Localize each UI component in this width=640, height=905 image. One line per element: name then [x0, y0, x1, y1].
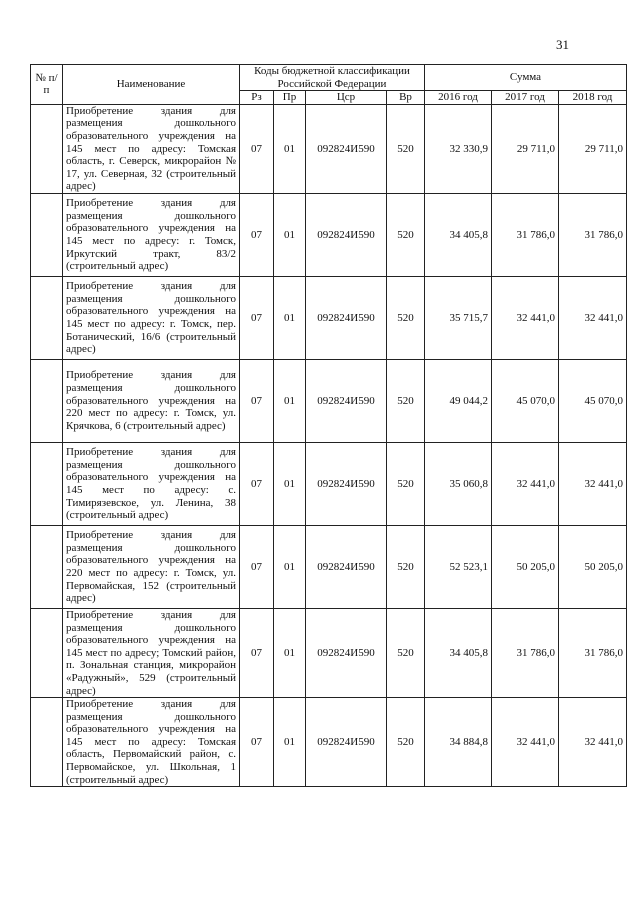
table-row [31, 193, 627, 276]
row-csr: 092824И590 [306, 525, 387, 608]
header-2016: 2016 год [425, 91, 492, 105]
header-num: № п/п [31, 65, 63, 105]
header-sum: Сумма [425, 65, 627, 91]
row-vr: 520 [387, 104, 425, 193]
row-2018: 45 070,0 [559, 359, 627, 442]
row-num [31, 525, 63, 608]
row-num [31, 698, 63, 787]
row-pr: 01 [274, 276, 306, 359]
table-row [31, 608, 627, 697]
table-row [31, 442, 627, 525]
row-name: Приобретение здания для размещения дошкольного образовательного учреждения на 145 мест по адресу; Томский район, п. Зональная станция, микрорайон «Радужный», 529 (строительный адрес) [63, 608, 240, 697]
row-num [31, 276, 63, 359]
row-name: Приобретение здания для размещения дошкольного образовательного учреждения на 220 мест по адресу: г. Томск, ул. Крячкова, 6 (строительный адрес) [63, 359, 240, 442]
row-csr: 092824И590 [306, 698, 387, 787]
header-csr: Цср [306, 91, 387, 105]
page-number: 31 [556, 37, 569, 52]
row-num [31, 359, 63, 442]
row-2017: 32 441,0 [492, 698, 559, 787]
row-rz: 07 [240, 359, 274, 442]
row-2018: 32 441,0 [559, 276, 627, 359]
row-name: Приобретение здания для размещения дошкольного образовательного учреждения на 145 мест по адресу: г. Томск, пер. Ботанический, 16/6 (строительный адрес) [63, 276, 240, 359]
row-num [31, 608, 63, 697]
row-2017: 32 441,0 [492, 276, 559, 359]
row-rz: 07 [240, 104, 274, 193]
row-2017: 31 786,0 [492, 193, 559, 276]
table-row [31, 525, 627, 608]
row-name: Приобретение здания для размещения дошкольного образовательного учреждения на 145 мест по адресу: г. Томск, Иркутский тракт, 83/2 (строительный адрес) [63, 193, 240, 276]
table-header [31, 65, 627, 105]
row-2018: 32 441,0 [559, 698, 627, 787]
row-pr: 01 [274, 193, 306, 276]
row-vr: 520 [387, 193, 425, 276]
row-pr: 01 [274, 608, 306, 697]
table-row [31, 359, 627, 442]
row-vr: 520 [387, 608, 425, 697]
row-2017: 29 711,0 [492, 104, 559, 193]
row-2018: 29 711,0 [559, 104, 627, 193]
row-csr: 092824И590 [306, 276, 387, 359]
row-vr: 520 [387, 359, 425, 442]
row-2018: 31 786,0 [559, 193, 627, 276]
row-2016: 52 523,1 [425, 525, 492, 608]
row-csr: 092824И590 [306, 442, 387, 525]
row-csr: 092824И590 [306, 104, 387, 193]
header-pr: Пр [274, 91, 306, 105]
header-vr: Вр [387, 91, 425, 105]
row-rz: 07 [240, 193, 274, 276]
row-2016: 32 330,9 [425, 104, 492, 193]
table-body [31, 104, 627, 786]
table-row [31, 276, 627, 359]
row-rz: 07 [240, 442, 274, 525]
row-vr: 520 [387, 276, 425, 359]
row-2017: 50 205,0 [492, 525, 559, 608]
row-rz: 07 [240, 608, 274, 697]
row-rz: 07 [240, 698, 274, 787]
header-2018: 2018 год [559, 91, 627, 105]
row-vr: 520 [387, 525, 425, 608]
table-row [31, 698, 627, 787]
row-2016: 49 044,2 [425, 359, 492, 442]
row-2018: 32 441,0 [559, 442, 627, 525]
row-name: Приобретение здания для размещения дошкольного образовательного учреждения на 145 мест по адресу: с. Тимирязевское, ул. Ленина, 38 (строительный адрес) [63, 442, 240, 525]
header-codes: Коды бюджетной классификации Российской Федерации [240, 65, 425, 91]
row-csr: 092824И590 [306, 608, 387, 697]
row-rz: 07 [240, 276, 274, 359]
row-name: Приобретение здания для размещения дошкольного образовательного учреждения на 220 мест по адресу: г. Томск, ул. Первомайская, 152 (строительный адрес) [63, 525, 240, 608]
row-num [31, 193, 63, 276]
row-pr: 01 [274, 525, 306, 608]
row-2018: 50 205,0 [559, 525, 627, 608]
row-csr: 092824И590 [306, 193, 387, 276]
row-name: Приобретение здания для размещения дошкольного образовательного учреждения на 145 мест по адресу: Томская область, Первомайский район, с. Первомайское, ул. Школьная, 1 (строительный адрес) [63, 698, 240, 787]
row-2018: 31 786,0 [559, 608, 627, 697]
row-num [31, 442, 63, 525]
row-2017: 32 441,0 [492, 442, 559, 525]
row-name: Приобретение здания для размещения дошкольного образовательного учреждения на 145 мест по адресу: Томская область, г. Северск, микрорайон № 17, ул. Северная, 32 (строительный адрес) [63, 104, 240, 193]
budget-table [30, 64, 627, 787]
row-2016: 34 405,8 [425, 608, 492, 697]
row-num [31, 104, 63, 193]
row-pr: 01 [274, 104, 306, 193]
row-2016: 35 715,7 [425, 276, 492, 359]
row-2017: 45 070,0 [492, 359, 559, 442]
row-pr: 01 [274, 698, 306, 787]
header-name: Наименование [63, 65, 240, 105]
row-vr: 520 [387, 442, 425, 525]
row-2016: 34 405,8 [425, 193, 492, 276]
row-pr: 01 [274, 442, 306, 525]
row-csr: 092824И590 [306, 359, 387, 442]
header-2017: 2017 год [492, 91, 559, 105]
row-vr: 520 [387, 698, 425, 787]
row-2017: 31 786,0 [492, 608, 559, 697]
row-pr: 01 [274, 359, 306, 442]
header-rz: Рз [240, 91, 274, 105]
row-2016: 35 060,8 [425, 442, 492, 525]
row-2016: 34 884,8 [425, 698, 492, 787]
row-rz: 07 [240, 525, 274, 608]
table-row [31, 104, 627, 193]
